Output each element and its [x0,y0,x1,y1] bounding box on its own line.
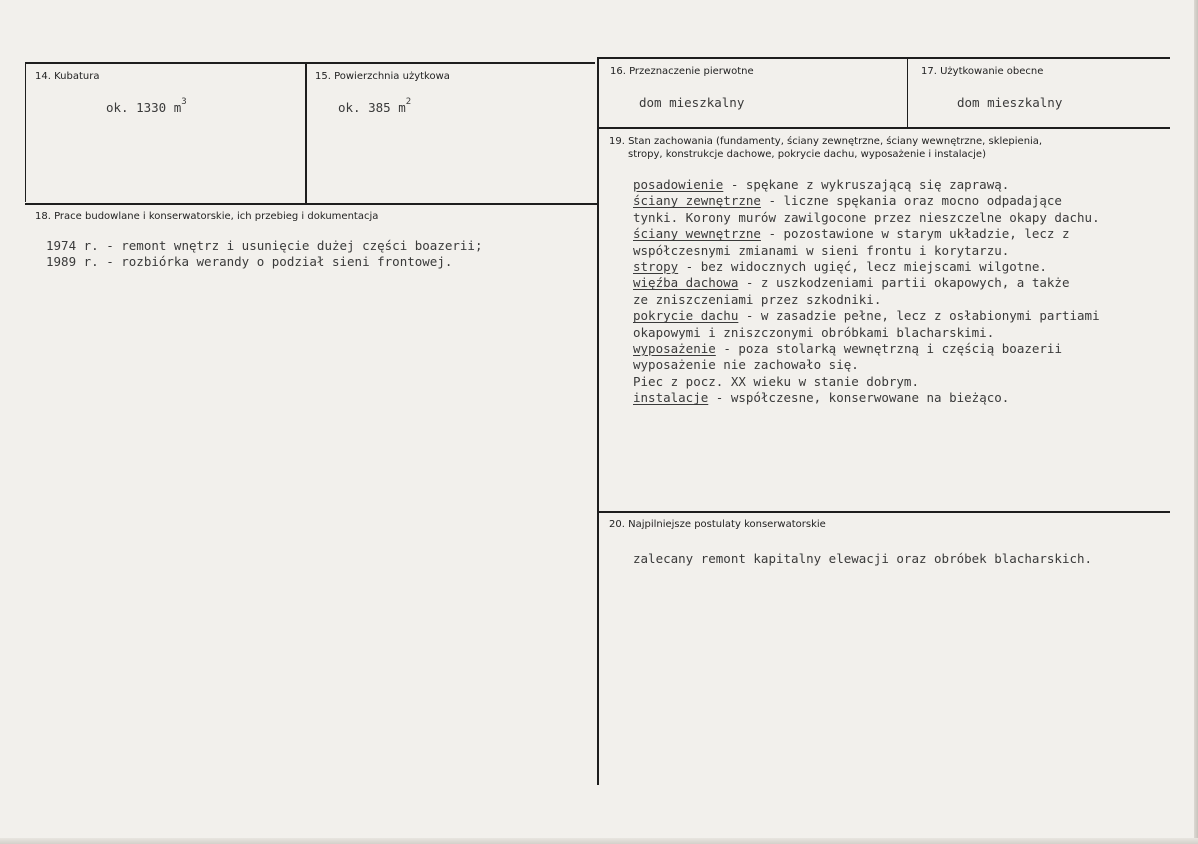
rule-above-20 [599,511,1170,513]
condition-heading: stropy [633,259,679,275]
top-rule-left [25,62,595,64]
field-15-value [338,97,412,116]
condition-text: - liczne spękania oraz mocno odpadające [760,193,1062,209]
field-14-value [106,97,187,116]
condition-line [633,243,1100,259]
field-19-label-line: 19. Stan zachowania (fundamenty, ściany zewnętrzne, ściany wewnętrzne, sklepienia, [609,136,1043,147]
rule-above-18 [25,203,597,205]
field-19-label-line: stropy, konstrukcje dachowe, pokrycie dachu, wyposażenie i instalacje) [628,149,986,160]
field-15-label: 15. Powierzchnia użytkowa [315,71,450,82]
condition-text: okapowymi i zniszczonymi obróbkami blacharskimi. [633,324,995,340]
condition-line [633,292,1100,308]
field-15-unit-exponent: 2 [405,97,412,107]
field-16-value: dom mieszkalny [639,95,745,110]
top-rule-right [597,57,1170,59]
field-15-value-text: ok. 385 m [338,100,406,116]
field-14-value-text: ok. 1330 m [106,100,182,116]
rule-above-19 [599,127,1170,129]
field-17-label: 17. Użytkowanie obecne [921,66,1044,77]
field-19-label [609,135,1042,161]
divider-16-17 [907,57,908,127]
condition-text: Piec z pocz. XX wieku w stanie dobrym. [633,373,919,389]
condition-heading: instalacje [633,390,709,406]
condition-text: - w zasadzie pełne, lecz z osłabionymi partiami [738,308,1100,324]
condition-heading: pokrycie dachu [633,308,739,324]
field-18-line: 1989 r. - rozbiórka werandy o podział sieni frontowej. [46,254,453,270]
field-19-text [633,177,1100,407]
condition-text: tynki. Korony murów zawilgocone przez nieszczelne okapy dachu. [633,209,1100,225]
field-20-label: 20. Najpilniejsze postulaty konserwatorskie [609,519,826,530]
condition-line [633,374,1100,390]
field-18-line: 1974 r. - remont wnętrz i usunięcie dużej części boazerii; [46,238,483,253]
divider-14-15 [305,62,307,204]
condition-line [633,390,1100,406]
field-16-label: 16. Przeznaczenie pierwotne [610,66,754,77]
condition-line [633,193,1100,209]
condition-line [633,357,1100,373]
card-edge-shadow [1194,0,1198,844]
condition-heading: ściany zewnętrzne [633,193,761,209]
condition-text: ze zniszczeniami przez szkodniki. [633,291,882,307]
condition-text: - pozostawione w starym układzie, lecz z [760,226,1070,242]
condition-line [633,341,1100,357]
condition-line [633,308,1100,324]
field-17-value: dom mieszkalny [957,95,1063,110]
field-20-text: zalecany remont kapitalny elewacji oraz obróbek blacharskich. [633,551,1093,566]
divider-center [597,57,599,785]
condition-line [633,325,1100,341]
field-18-label: 18. Prace budowlane i konserwatorskie, ich przebieg i dokumentacja [35,211,379,222]
condition-heading: więźba dachowa [633,275,739,291]
condition-line [633,259,1100,275]
condition-text: - z uszkodzeniami partii okapowych, a także [738,275,1070,291]
condition-text: - współczesne, konserwowane na bieżąco. [708,390,1010,406]
condition-text: - spękane z wykruszającą się zaprawą. [723,177,1010,192]
condition-line [633,210,1100,226]
condition-heading: ściany wewnętrzne [633,226,761,242]
divider-left-outer [25,62,26,202]
condition-line [633,275,1100,291]
condition-text: współczesnymi zmianami w sieni frontu i korytarzu. [633,242,1010,258]
field-14-unit-exponent: 3 [181,97,187,107]
field-14-label: 14. Kubatura [35,71,100,82]
condition-text: - poza stolarką wewnętrzną i częścią boazerii [715,341,1062,357]
condition-line [633,177,1100,193]
condition-text: wyposażenie nie zachowało się. [633,357,859,373]
condition-heading: wyposażenie [633,341,716,357]
card-bottom-shadow [0,838,1198,844]
condition-line [633,226,1100,242]
field-18-text [46,238,483,271]
condition-text: - bez widocznych ugięć, lecz miejscami wilgotne. [678,259,1047,275]
condition-heading: posadowienie [633,177,724,192]
